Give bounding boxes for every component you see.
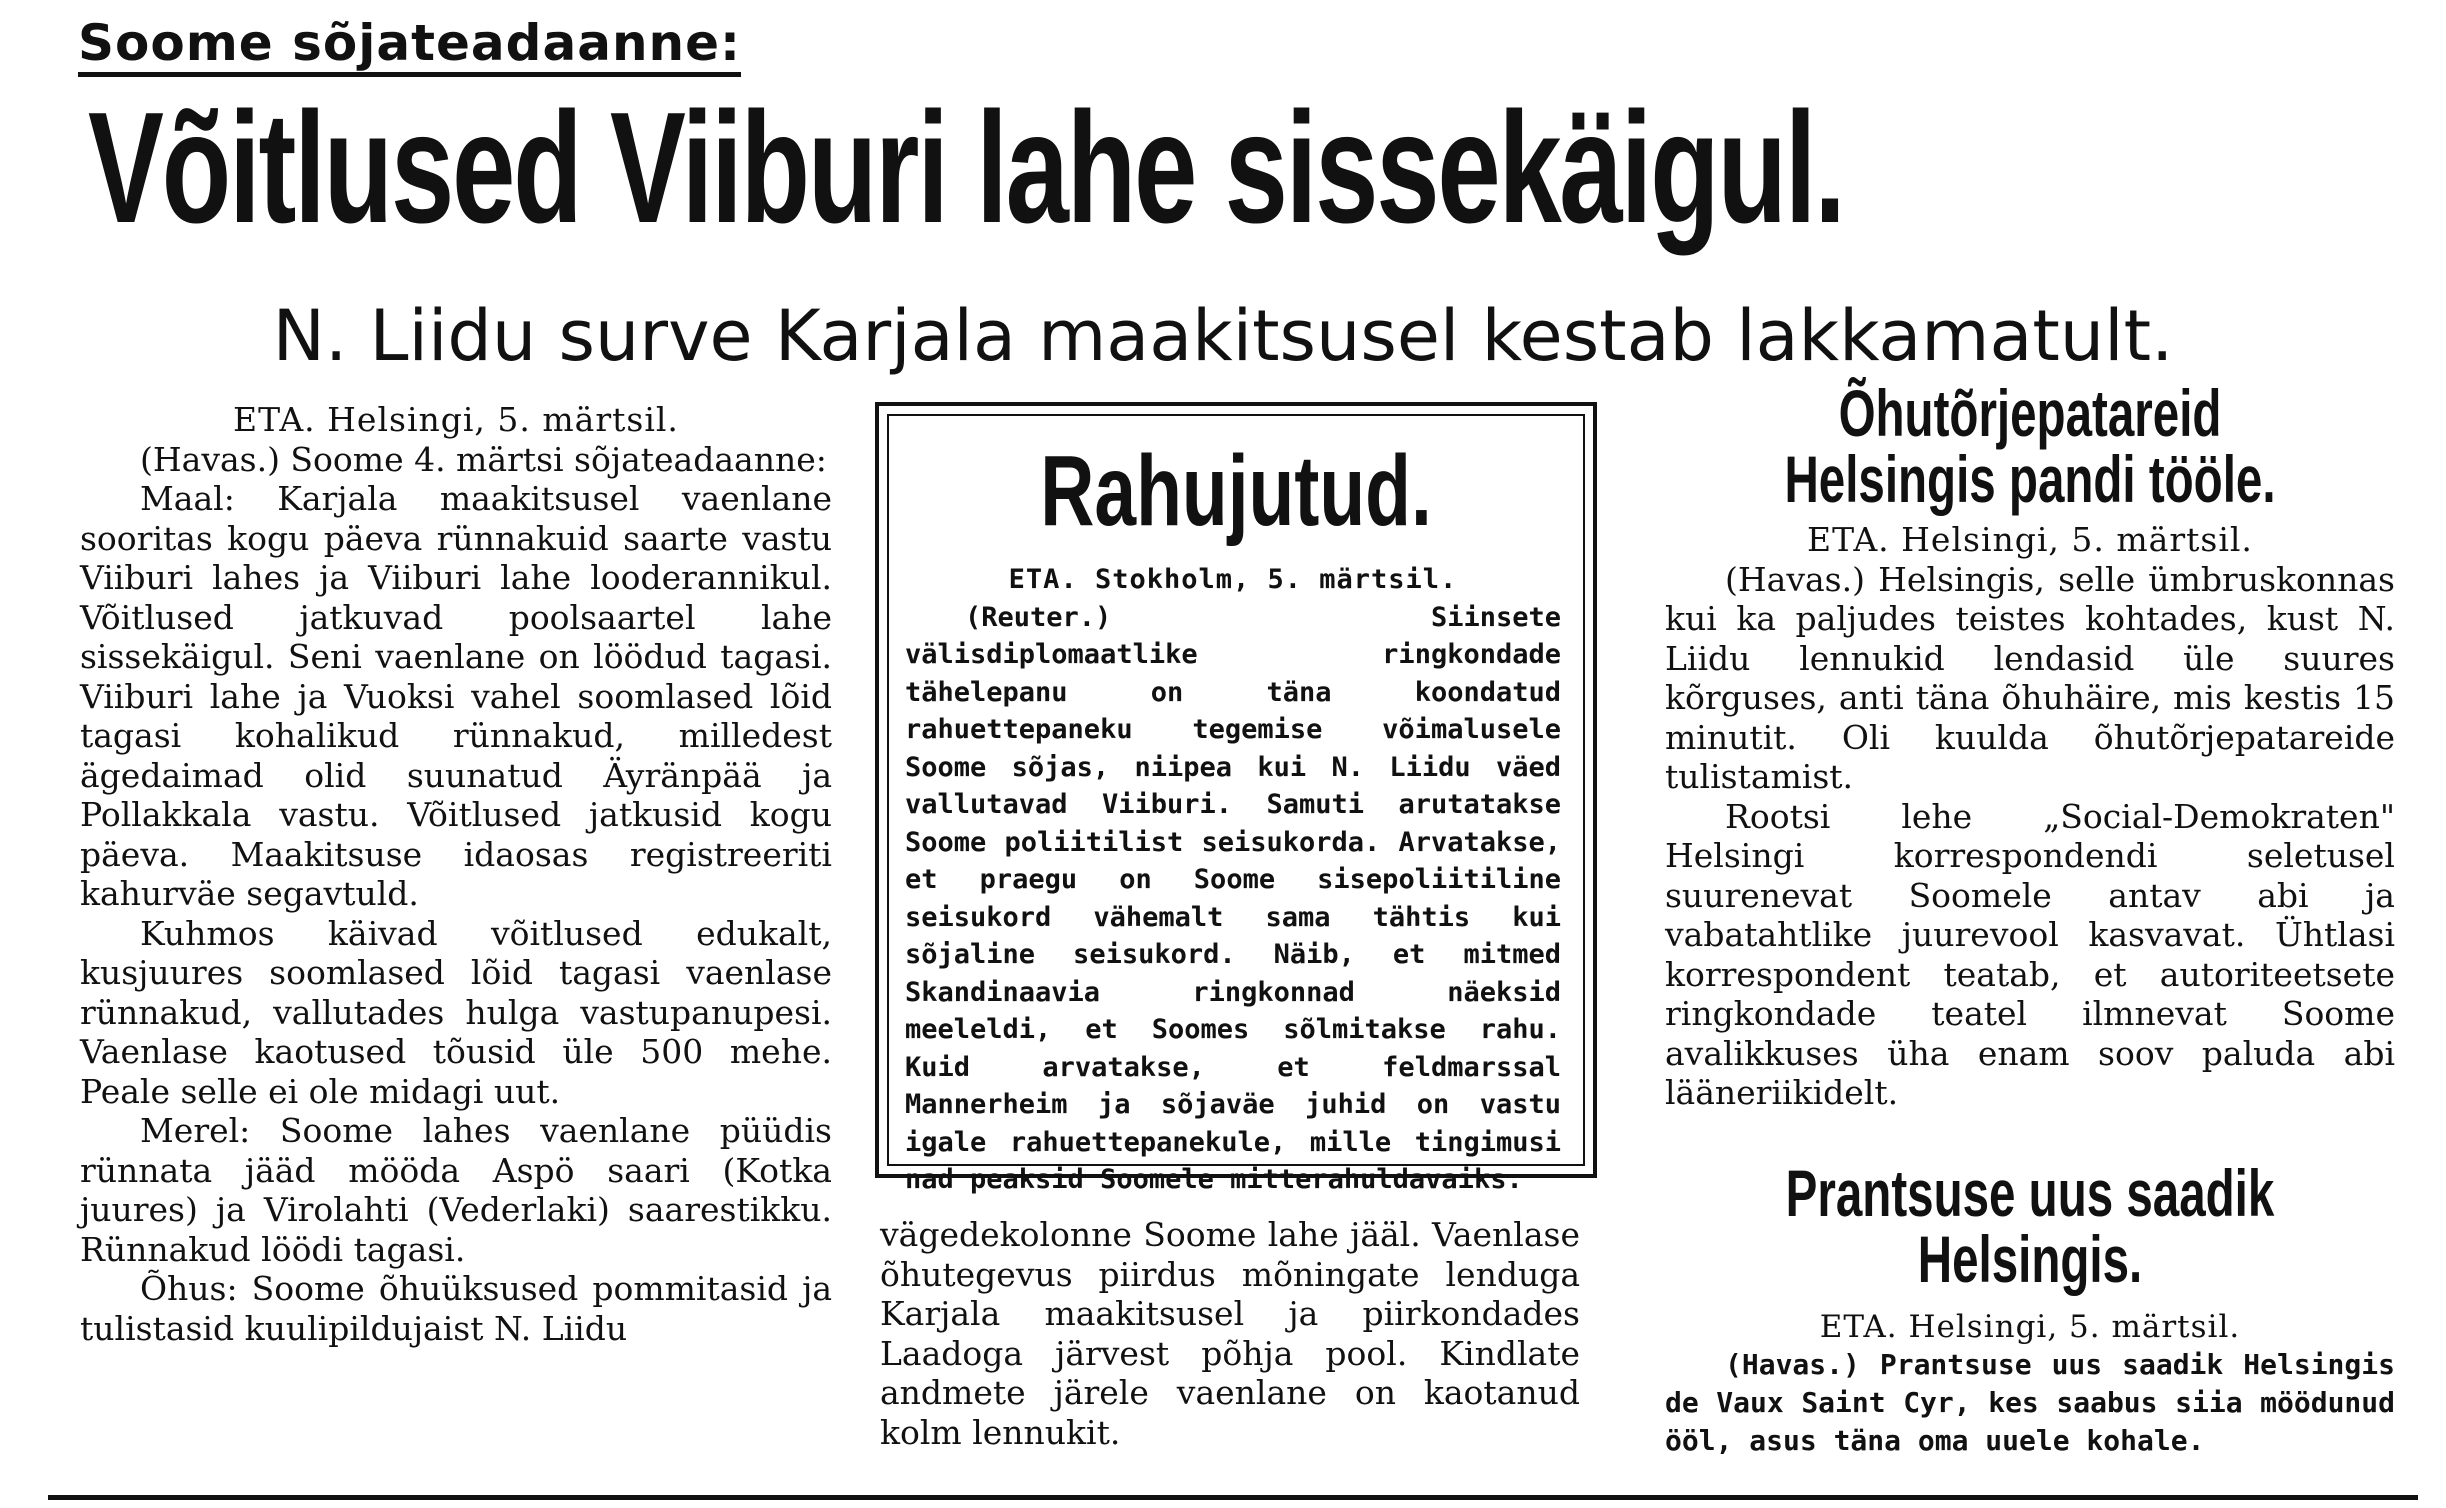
dateline: ETA. Helsingi, 5. märtsil. — [233, 400, 679, 439]
paragraph: Õhus: Soome õhuüksused pommitasid ja tulistasid kuulipildujaist N. Liidu — [80, 1269, 832, 1348]
bottom-rule — [48, 1495, 2418, 1500]
article-heading: Prantsuse uus saadik Helsingis. — [1785, 1156, 2275, 1296]
paragraph: (Havas.) Soome 4. märtsi sõjateadaanne: — [140, 439, 827, 479]
dateline: ETA. Helsingi, 5. märtsil. — [1819, 1309, 2241, 1345]
paragraph: vägedekolonne Soome lahe jääl. Vaenlase õhutegevus piirdus mõningate lenduga Karjala maakitsusel ja piirkondades Laadoga järvest põhja pool. Kindlate andmete järele vaenlane on kaotanud kolm lennukit. — [880, 1215, 1580, 1452]
paragraph: (Havas.) Prantsuse uus saadik Helsingis de Vaux Saint Cyr, kes saabus siia möödunud ööl, asus täna oma uuele kohale. — [1665, 1348, 2395, 1457]
paragraph: Merel: Soome lahes vaenlane püüdis rünnata jääd mööda Aspö saari (Kotka juures) ja Virolahti (Vederlaki) saarestikku. Rünnakud löödi tagasi. — [80, 1111, 832, 1269]
column-3 — [1665, 520, 2395, 1113]
paragraph: (Havas.) Helsingis, selle ümbruskonnas kui ka paljudes teistes kohtades, kust N. Liidu lennukid lendasid üle suures kõrguses, anti täna õhuhäire, mis kestis 15 minutit. Oli kuulda õhutõrjepatareide tulistamist. — [1665, 559, 2395, 796]
column-1 — [80, 400, 832, 1348]
box-body — [905, 561, 1561, 1199]
paragraph: Kuhmos käivad võitlused edukalt, kusjuures soomlased lõid tagasi vaenlase rünnakud, vallutades hulga vastupanupesi. Vaenlase kaotused tõusid üle 500 mehe. Peale selle ei ole midagi uut. — [80, 913, 832, 1111]
subhead: N. Liidu surve Karjala maakitsusel kestab lakkamatult. — [272, 295, 2174, 377]
column-2-continuation — [880, 1215, 1580, 1452]
paragraph: Maal: Karjala maakitsusel vaenlane sooritas kogu päeva rünnakuid saarte vastu Viiburi lahes ja Viiburi lahe looderannikul. Võitlused jatkuvad poolsaartel lahe sissekäigul. Seni vaenlane on löödud tagasi. Viiburi lahe ja Vuoksi vahel soomlased lõid tagasi kohalikud rünnakud, milledest ägedaimad olid suunatud Äyränpää ja Pollakkala vastu. Võitlused jatkusid kogu päeva. Maakitsuse idaosas registreeriti kahurväe segavtuld. — [80, 479, 832, 913]
dateline: ETA. Stokholm, 5. märtsil. — [1008, 564, 1458, 595]
boxed-article — [875, 402, 1597, 1195]
headline: Võitlused Viiburi lahe sissekäigul. — [88, 80, 1844, 256]
paragraph: (Reuter.) Siinsete välisdiplomaatlike ringkondade tähelepanu on täna koondatud rahuettepaneku tegemise võimalusele Soome sõjas, niipea kui N. Liidu väed vallutavad Viiburi. Samuti arutatakse Soome poliitilist seisukorda. Arvatakse, et praegu on Soome sisepoliitiline seisukord vähemalt sama tähtis kui sõjaline seisukord. Näib, et mitmed Skandinaavia ringkonnad näeksid meeleldi, et Soomes sõlmitakse rahu. Kuid arvatakse, et feldmarssal Mannerheim ja sõjaväe juhid on vastu igale rahuettepanekule, mille tingimusi nad peaksid Soomele mitterahuldavaiks. — [905, 601, 1561, 1195]
kicker: Soome sõjateadaanne: — [78, 14, 741, 77]
box-title: Rahujutud. — [1040, 435, 1432, 547]
article-heading: Õhutõrjepatareid Helsingis pandi tööle. — [1784, 376, 2276, 516]
column-3-lower — [1665, 1308, 2395, 1460]
dateline: ETA. Helsingi, 5. märtsil. — [1807, 520, 2253, 559]
paragraph: Rootsi lehe „Social-Demokraten" Helsingi korrespondendi seletusel suurenevat Soomele antav abi ja vabatahtlike juurevool kasvavat. Ühtlasi korrespondent teatab, et autoriteetsete ringkondade teatel ilmnevat Soome avalikkuses üha enam soov paluda abi lääneriikidelt. — [1665, 796, 2395, 1112]
